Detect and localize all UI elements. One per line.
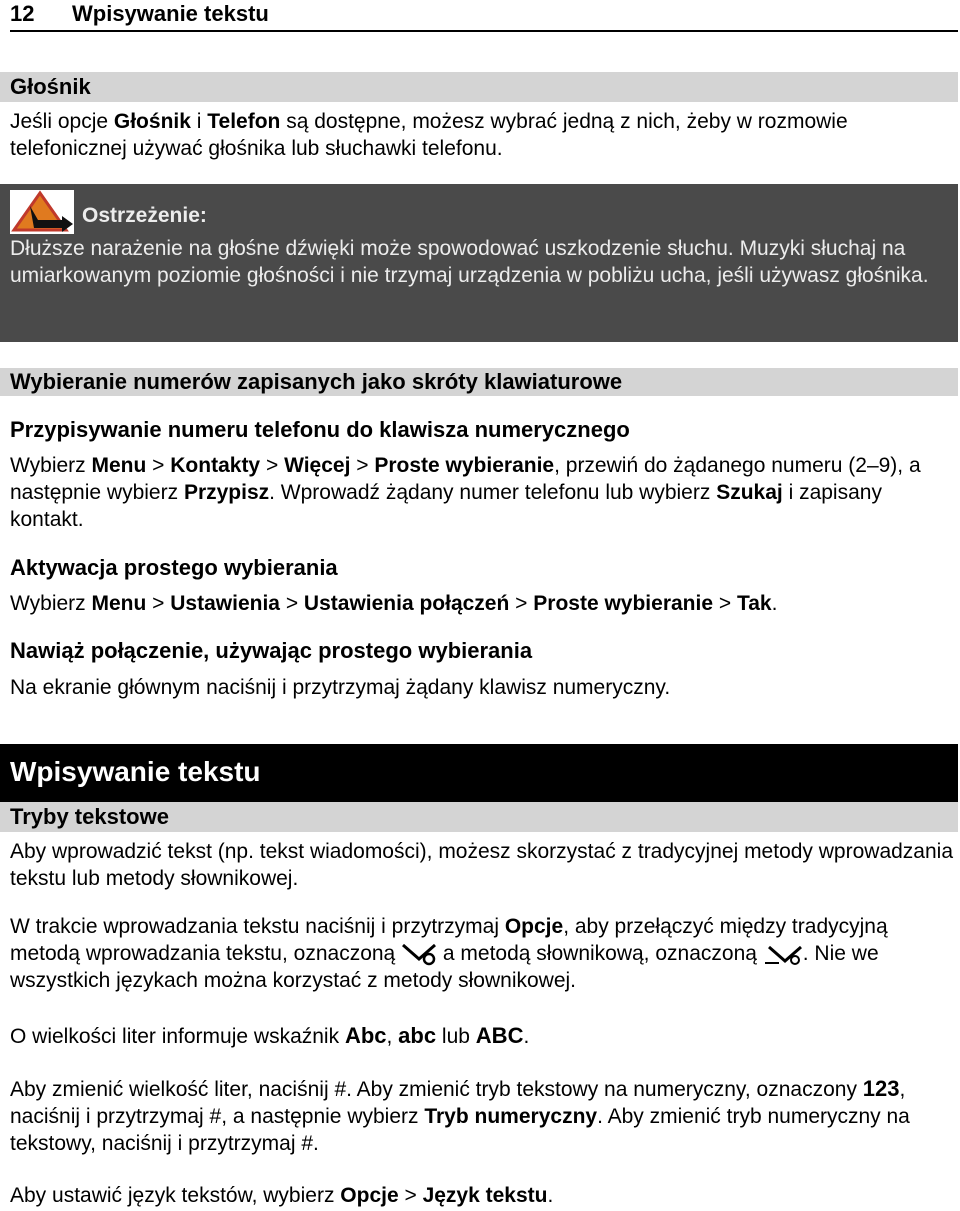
text: Wybierz [10,454,92,477]
path-separator: > [146,454,171,477]
path-separator: > [260,454,285,477]
text: , [386,1025,399,1048]
modes-paragraph-3 [10,1022,955,1050]
section-heading-shortcuts: Wybieranie numerów zapisanych jako skróty klawiaturowe [0,368,958,396]
menu-path-item: Język tekstu [422,1184,548,1207]
path-separator: > [350,454,375,477]
assign-paragraph [10,452,955,533]
modes-paragraph-1: Aby wprowadzić tekst (np. tekst wiadomości), możesz skorzystać z tradycyjnej metody wprowadzania tekstu lub metody słownikowej. [10,840,954,890]
option-opcje: Opcje [504,915,564,938]
menu-path-item: Kontakty [170,454,261,477]
page-number: 12 [10,1,35,26]
menu-path-item: Więcej [284,454,351,477]
menu-path-item: Menu [91,592,147,615]
text: O wielkości liter informuje wskaźnik [10,1025,345,1048]
page-header [10,0,958,32]
text: W trakcie wprowadzania tekstu naciśnij i przytrzymaj [10,915,505,938]
call-paragraph: Na ekranie głównym naciśnij i przytrzymaj żądany klawisz numeryczny. [10,676,671,699]
text: . Aby zmienić tryb numeryczny na tekstowy, naciśnij i przytrzymaj #. [10,1105,910,1155]
menu-path-item: Opcje [340,1184,399,1207]
text: lub [436,1025,476,1048]
menu-path-item: Menu [91,454,147,477]
numeric-mode-indicator: 123 [862,1076,900,1101]
glosnik-paragraph [10,108,955,162]
activate-paragraph [10,590,955,617]
text: i [190,110,208,133]
case-indicator-abc-upper: ABC [475,1023,524,1048]
menu-path-item: Ustawienia [170,592,280,615]
activate-heading: Aktywacja prostego wybierania [10,555,338,580]
case-indicator-abc-lower: abc [398,1023,437,1048]
text: Aby ustawić język tekstów, wybierz [10,1184,341,1207]
page-header-title: Wpisywanie tekstu [72,1,269,26]
traditional-input-icon [401,941,437,967]
text: Aby zmienić wielkość liter, naciśnij #. Aby zmienić tryb tekstowy na numeryczny, oznaczony [10,1078,863,1101]
text: , naciśnij i przytrzymaj #, a następnie wybierz [10,1078,906,1128]
path-separator: > [146,592,171,615]
menu-path-item: Proste wybieranie [374,454,555,477]
option-telefon: Telefon [207,110,281,133]
modes-paragraph-5 [10,1182,955,1209]
text: Wybierz [10,592,92,615]
path-separator: > [279,592,304,615]
warning-body: Dłuższe narażenie na głośne dźwięki może spowodować uszkodzenie słuchu. Muzyki słuchaj na umiarkowanym poziomie głośności i nie trzymaj urządzenia w pobliżu ucha, jeśli używasz głośnika. [10,237,929,287]
text: . Wprowadź żądany numer telefonu lub wybierz [269,481,717,504]
call-heading: Nawiąż połączenie, używając prostego wybierania [10,638,533,663]
path-separator: > [398,1184,423,1207]
chapter-heading: Wpisywanie tekstu [0,744,958,802]
menu-path-item: Proste wybieranie [533,592,714,615]
section-heading-modes: Tryby tekstowe [0,802,958,832]
menu-path-item: Tak [736,592,772,615]
text: i zapisany kontakt. [10,481,882,531]
text: są dostępne, możesz wybrać jedną z nich, żeby w rozmowie telefonicznej używać głośnika lub słuchawki telefonu. [10,110,848,160]
modes-paragraph-4 [10,1075,955,1157]
warning-title: Ostrzeżenie: [82,204,207,227]
text: . [547,1184,554,1207]
text: . [771,592,778,615]
option-tryb-numeryczny: Tryb numeryczny [424,1105,598,1128]
path-separator: > [509,592,534,615]
warning-icon [10,190,74,234]
text: a metodą słownikową, oznaczoną [437,942,763,965]
text: , przewiń do żądanego numeru (2–9), a następnie wybierz [10,454,921,504]
text: . [523,1025,530,1048]
path-separator: > [713,592,737,615]
text: Jeśli opcje [10,110,114,133]
option-przypisz: Przypisz [183,481,270,504]
modes-paragraph-2 [10,913,955,994]
assign-heading: Przypisywanie numeru telefonu do klawisza numerycznego [10,417,630,442]
text: , aby przełączyć między tradycyjną metodą wprowadzania tekstu, oznaczoną [10,915,888,965]
case-indicator-abc-title: Abc [344,1023,387,1048]
section-heading-glosnik: Głośnik [0,72,958,102]
option-glosnik: Głośnik [113,110,191,133]
warning-box [0,184,958,342]
menu-path-item: Ustawienia połączeń [303,592,510,615]
predictive-input-icon [763,941,803,967]
option-szukaj: Szukaj [716,481,783,504]
text: . Nie we wszystkich językach można korzystać z metody słownikowej. [10,942,879,993]
